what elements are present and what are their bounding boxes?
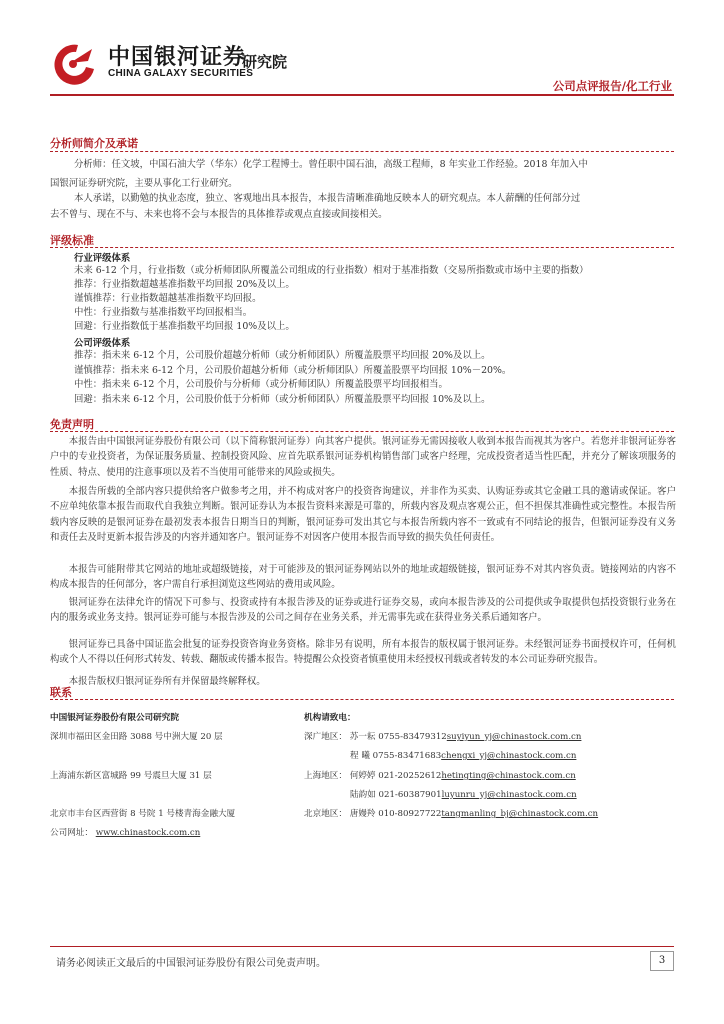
- analyst-pledge-line-1: 本人承诺，以勤勉的执业态度，独立、客观地出具本报告，本报告清晰准确地反映本人的研究观点。本人薪酬的任何部分过: [74, 193, 581, 204]
- website-link[interactable]: www.chinastock.com.cn: [95, 828, 201, 838]
- galaxy-logo-icon: [48, 41, 98, 85]
- sales-email-link[interactable]: hetingting@chinastock.com.cn: [441, 771, 576, 781]
- contact-company: 中国银河证券股份有限公司研究院: [50, 713, 179, 723]
- website-label: 公司网址：: [50, 828, 93, 838]
- footer-note: 请务必阅读正文最后的中国银河证券股份有限公司免责声明。: [56, 958, 326, 969]
- disclaimer-paragraph-5: 银河证券已具备中国证监会批复的证券投资咨询业务资格。除非另有说明，所有本报告的版权属于银河证券。未经银河证券书面授权许可，任何机构或个人不得以任何形式转发、转载、翻版或传播本报告。特提醒公众投资者慎重使用未经授权刊载或者转发的本公司证券研究报告。: [50, 639, 676, 666]
- address-beijing: 北京市丰台区西营街 8 号院 1 号楼青海金融大厦: [50, 809, 236, 819]
- company-rating-line: 中性：指未来 6-12 个月，公司股价与分析师（或分析师团队）所覆盖股票平均回报相当。: [74, 379, 448, 390]
- sales-email-link[interactable]: luyunru_yj@chinastock.com.cn: [441, 790, 577, 800]
- sales-contact-row: [350, 788, 577, 800]
- disclaimer-heading: 免责声明: [50, 418, 94, 431]
- rating-heading: 评级标准: [50, 234, 94, 247]
- sales-phone: 010-80927722: [378, 809, 442, 819]
- analyst-bio-line-1: 分析师：任文坡，中国石油大学（华东）化学工程博士。曾任职中国石油，高级工程师，8 年实业工作经验。2018 年加入中: [74, 159, 588, 170]
- sales-title: 机构请致电：: [304, 713, 356, 723]
- analyst-bio-line-2: 国银河证券研究院，主要从事化工行业研究。: [50, 178, 238, 189]
- analyst-pledge-line-2: 去不曾与、现在不与、未来也将不会与本报告的具体推荐或观点直接或间接相关。: [50, 209, 388, 220]
- analyst-heading-rule: [50, 151, 674, 152]
- sales-name: 陆韵如: [350, 790, 376, 800]
- disclaimer-paragraph-4: 银河证券在法律允许的情况下可参与、投资或持有本报告涉及的证券或进行证券交易，或向本报告涉及的公司提供或争取提供包括投资银行业务在内的服务或业务支持。银河证券可能与本报告涉及的公司之间存在业务关系，并无需事先或在获得业务关系后通知客户。: [50, 597, 676, 624]
- industry-rating-line: 回避：行业指数低于基准指数平均回报 10%及以上。: [74, 321, 295, 332]
- sales-email-link[interactable]: suyiyun_yj@chinastock.com.cn: [446, 732, 582, 742]
- sales-phone: 021-60387901: [378, 790, 442, 800]
- sales-contact-row: [304, 730, 581, 742]
- company-rating-title: 公司评级体系: [74, 338, 131, 349]
- report-type: 公司点评报告/化工行业: [552, 79, 672, 93]
- rating-heading-rule: [50, 247, 674, 248]
- industry-rating-title: 行业评级体系: [74, 253, 131, 264]
- sales-name: 程 曦: [350, 751, 370, 761]
- disclaimer-heading-rule: [50, 431, 674, 432]
- header-divider: [50, 94, 674, 96]
- website-row: [50, 826, 200, 838]
- address-shanghai: 上海浦东新区富城路 99 号震旦大厦 31 层: [50, 771, 212, 781]
- contact-heading: 联系: [50, 686, 72, 699]
- disclaimer-paragraph-1: 本报告由中国银河证券股份有限公司（以下简称银河证券）向其客户提供。银河证券无需因接收人收到本报告而视其为客户。若您并非银河证券客户中的专业投资者，为保证服务质量、控制投资风险、应首先联系银河证券机构销售部门或客户经理，完成投资者适当性匹配，并充分了解该项服务的性质、特点、使用的注意事项以及若不当使用可能带来的风险或损失。: [50, 436, 676, 478]
- sales-contact-row: [350, 749, 576, 761]
- company-name-cn: 中国银河证券: [108, 45, 247, 70]
- footer-divider: [50, 946, 674, 947]
- sales-name: 何婷婷: [349, 771, 376, 781]
- company-name-en: CHINA GALAXY SECURITIES: [108, 68, 254, 79]
- sales-phone: 021-20252612: [378, 771, 442, 781]
- sales-contact-row: [304, 807, 598, 819]
- analyst-heading: 分析师简介及承诺: [50, 137, 138, 150]
- industry-rating-line: 未来 6-12 个月，行业指数（或分析师团队所覆盖公司组成的行业指数）相对于基准指数（交易所指数或市场中主要的指数）: [74, 265, 589, 276]
- institute-name: 研究院: [242, 53, 288, 71]
- company-rating-line: 推荐：指未来 6-12 个月，公司股价超越分析师（或分析师团队）所覆盖股票平均回报 20%及以上。: [74, 350, 491, 361]
- industry-rating-line: 中性：行业指数与基准指数平均回报相当。: [74, 307, 253, 318]
- sales-phone: 0755-83479312: [378, 732, 447, 742]
- industry-rating-line: 推荐：行业指数超越基准指数平均回报 20%及以上。: [74, 279, 295, 290]
- company-rating-line: 回避：指未来 6-12 个月，公司股价低于分析师（或分析师团队）所覆盖股票平均回报 10%及以上。: [74, 394, 491, 405]
- sales-name: 苏一耘: [349, 732, 376, 742]
- address-shenzhen: 深圳市福田区金田路 3088 号中洲大厦 20 层: [50, 732, 223, 742]
- sales-region: 北京地区：: [304, 809, 347, 819]
- sales-email-link[interactable]: tangmanling_bj@chinastock.com.cn: [441, 809, 599, 819]
- sales-name: 唐嫚羚: [349, 809, 376, 819]
- sales-email-link[interactable]: chengxi_yj@chinastock.com.cn: [441, 751, 577, 761]
- page-number: 3: [650, 951, 674, 971]
- sales-region: 深广地区：: [304, 732, 347, 742]
- disclaimer-paragraph-6: 本报告版权归银河证券所有并保留最终解释权。: [68, 676, 266, 687]
- sales-contact-row: [304, 769, 576, 781]
- disclaimer-paragraph-3: 本报告可能附带其它网站的地址或超级链接，对于可能涉及的银河证券网站以外的地址或超级链接，银河证券不对其内容负责。链接网站的内容不构成本报告的任何部分，客户需自行承担浏览这些网站的费用或风险。: [50, 564, 676, 591]
- industry-rating-line: 谨慎推荐：行业指数超越基准指数平均回报。: [74, 293, 262, 304]
- disclaimer-paragraph-2: 本报告所载的全部内容只提供给客户做参考之用，并不构成对客户的投资咨询建议，并非作为买卖、认购证券或其它金融工具的邀请或保证。客户不应单纯依靠本报告而取代自我独立判断。银河证券认为本报告资料来源是可靠的，所载内容及观点客观公正，但不担保其准确性或完整性。本报告所载内容反映的是银河证券在最初发表本报告日期当日的判断，银河证券可发出其它与本报告所载内容不一致或有不同结论的报告，但银河证券没有义务和责任去及时更新本报告涉及的内容并通知客户。银河证券不对因客户使用本报告而导致的损失负任何责任。: [50, 486, 676, 543]
- contact-heading-rule: [50, 699, 674, 700]
- sales-region: 上海地区：: [304, 771, 347, 781]
- company-rating-line: 谨慎推荐：指未来 6-12 个月，公司股价超越分析师（或分析师团队）所覆盖股票平均回报 10%－20%。: [74, 365, 512, 376]
- sales-phone: 0755-83471683: [372, 751, 442, 761]
